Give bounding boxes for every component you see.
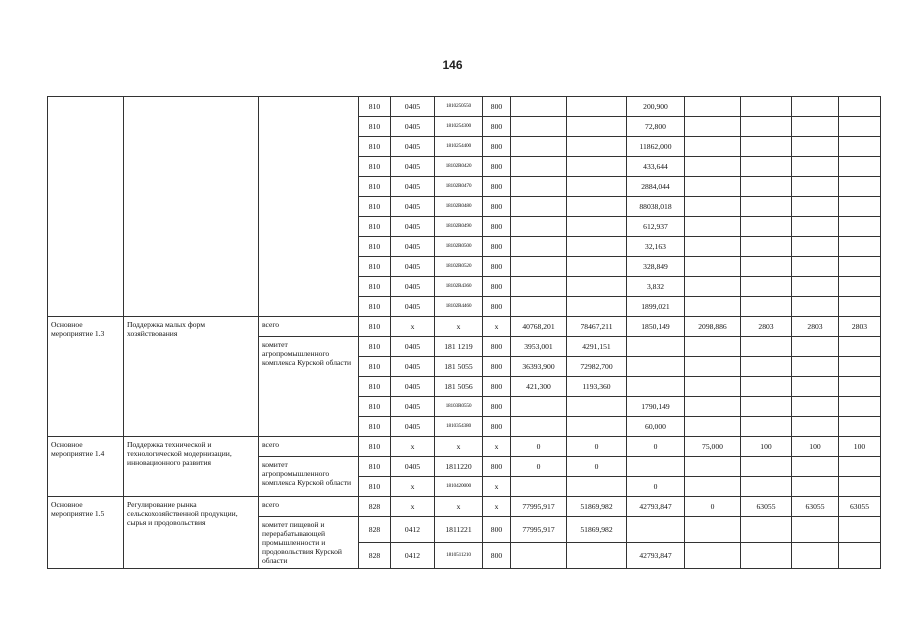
table-cell [792,477,839,497]
table-cell: 200,900 [627,97,685,117]
table-cell [685,197,741,217]
measure-label: Основное мероприятие 1.5 [48,497,124,569]
table-cell: 1850,149 [627,317,685,337]
table-cell [567,417,627,437]
table-cell [567,217,627,237]
table-cell: 0412 [391,517,435,543]
table-cell: x [435,497,483,517]
table-cell: 0 [627,477,685,497]
measure-name-cell [124,97,259,317]
table-cell: x [483,497,511,517]
table-cell: 0405 [391,397,435,417]
table-cell [511,297,567,317]
table-cell: 42793,847 [627,497,685,517]
measure-name: Поддержка малых форм хозяйствования [124,317,259,437]
table-cell: 800 [483,277,511,297]
executor-total: всего [259,437,359,457]
table-cell: 810 [359,317,391,337]
table-cell: 810 [359,177,391,197]
table-cell: 77995,917 [511,517,567,543]
table-cell: 810 [359,217,391,237]
table-cell [685,377,741,397]
table-cell [839,337,881,357]
table-cell [839,157,881,177]
table-cell [792,417,839,437]
table-cell: 810 [359,457,391,477]
table-cell: 810 [359,477,391,497]
table-cell: 63055 [741,497,792,517]
table-cell: 800 [483,117,511,137]
table-cell: 433,644 [627,157,685,177]
table-cell: 4291,151 [567,337,627,357]
table-cell: 828 [359,517,391,543]
table-cell: x [391,317,435,337]
table-cell: 810 [359,377,391,397]
table-cell: 2803 [839,317,881,337]
measure-name: Поддержка технической и технологической модернизации, инновационного развития [124,437,259,497]
table-cell: 421,300 [511,377,567,397]
executor-total: всего [259,317,359,337]
table-cell [741,337,792,357]
table-cell: 810 [359,157,391,177]
table-cell [741,417,792,437]
table-cell: 800 [483,97,511,117]
table-cell [792,137,839,157]
table-cell: 810 [359,237,391,257]
table-cell: x [391,497,435,517]
table-cell: 18102R0470 [435,177,483,197]
table-cell: 0 [685,497,741,517]
table-cell: 181 1219 [435,337,483,357]
table-cell [839,97,881,117]
table-cell [685,237,741,257]
table-cell: 0405 [391,97,435,117]
table-cell [792,277,839,297]
table-cell: 1811221 [435,517,483,543]
table-cell: 0405 [391,297,435,317]
table-cell [792,117,839,137]
table-cell [792,177,839,197]
table-cell: 72982,700 [567,357,627,377]
table-cell [741,97,792,117]
table-cell: x [391,477,435,497]
table-cell [685,297,741,317]
table-cell [839,277,881,297]
table-cell [685,277,741,297]
table-cell [685,257,741,277]
table-cell [685,517,741,543]
table-cell: 800 [483,237,511,257]
table-cell [839,137,881,157]
table-cell [511,277,567,297]
executor-cell [259,97,359,317]
table-cell: 810 [359,117,391,137]
table-cell: 18102R0500 [435,237,483,257]
table-cell: 32,163 [627,237,685,257]
table-cell [567,237,627,257]
table-cell [741,377,792,397]
executor-name: комитет пищевой и перерабатывающей промышленности и продовольствия Курской области [259,517,359,569]
table-cell [839,297,881,317]
table-cell: x [435,437,483,457]
table-cell [741,217,792,237]
table-cell: 800 [483,177,511,197]
table-cell [511,117,567,137]
table-cell [839,543,881,569]
table-cell [567,137,627,157]
table-cell: 18102R4360 [435,277,483,297]
table-row [48,317,881,337]
table-cell [839,117,881,137]
table-cell: 810 [359,357,391,377]
table-cell [685,397,741,417]
table-cell [839,217,881,237]
table-cell [792,357,839,377]
table-cell: 0405 [391,157,435,177]
table-cell [567,177,627,197]
table-cell [567,297,627,317]
table-cell [511,477,567,497]
table-cell: 1790,149 [627,397,685,417]
table-cell: 0 [511,437,567,457]
table-cell [627,377,685,397]
table-cell [792,157,839,177]
table-cell: 0405 [391,177,435,197]
table-cell: 18102R0480 [435,197,483,217]
table-cell [511,217,567,237]
table-cell: 810 [359,397,391,417]
table-cell: 800 [483,257,511,277]
table-cell: x [483,317,511,337]
table-cell: 810 [359,257,391,277]
table-cell [511,157,567,177]
table-cell: 18102R0520 [435,257,483,277]
table-cell: 800 [483,357,511,377]
table-cell [511,177,567,197]
table-row [48,97,881,117]
table-cell: 181 5055 [435,357,483,377]
measure-label: Основное мероприятие 1.4 [48,437,124,497]
table-cell: 63055 [792,497,839,517]
table-cell: 18102R0490 [435,217,483,237]
table-cell: 800 [483,417,511,437]
table-cell [741,137,792,157]
table-cell: 1810250550 [435,97,483,117]
table-cell: 0405 [391,137,435,157]
table-cell: 0412 [391,543,435,569]
table-cell: 800 [483,297,511,317]
table-cell: 3953,001 [511,337,567,357]
table-cell: 800 [483,137,511,157]
table-cell [741,517,792,543]
table-cell: 800 [483,157,511,177]
table-cell: 810 [359,297,391,317]
table-cell: 0405 [391,337,435,357]
executor-name: комитет агропромышленного комплекса Курской области [259,337,359,437]
table-cell [792,257,839,277]
table-cell [741,257,792,277]
table-cell: 810 [359,417,391,437]
table-cell [741,197,792,217]
table-cell [839,197,881,217]
table-cell: 0405 [391,277,435,297]
table-cell: 800 [483,377,511,397]
table-cell [567,197,627,217]
table-cell [792,337,839,357]
table-cell: x [483,437,511,457]
table-cell [792,237,839,257]
table-cell: 800 [483,517,511,543]
table-cell [567,257,627,277]
table-cell [567,277,627,297]
table-cell: 800 [483,337,511,357]
table-cell [792,297,839,317]
table-cell: 78467,211 [567,317,627,337]
table-cell [511,137,567,157]
table-cell [792,517,839,543]
table-cell [741,357,792,377]
page-number: 146 [442,58,463,72]
table-cell: 2803 [792,317,839,337]
measure-label: Основное мероприятие 1.3 [48,317,124,437]
table-cell [567,543,627,569]
table-cell: x [391,437,435,457]
table-cell: 0405 [391,217,435,237]
table-cell: 612,937 [627,217,685,237]
table-cell: 828 [359,497,391,517]
table-cell [567,117,627,137]
measure-label-cell [48,97,124,317]
table-cell: 3,832 [627,277,685,297]
table-cell [741,457,792,477]
table-cell: 72,800 [627,117,685,137]
table-cell: 100 [741,437,792,457]
table-cell: 2803 [741,317,792,337]
table-cell [839,457,881,477]
table-cell [741,397,792,417]
table-cell: 60,000 [627,417,685,437]
table-cell [685,117,741,137]
table-cell: 1810254300 [435,117,483,137]
table-cell: 800 [483,457,511,477]
table-cell: 1810420000 [435,477,483,497]
table-cell: 1810254400 [435,137,483,157]
table-cell: 2098,886 [685,317,741,337]
table-cell: 75,000 [685,437,741,457]
executor-total: всего [259,497,359,517]
table-cell [839,237,881,257]
table-cell [685,357,741,377]
table-cell [839,257,881,277]
table-cell: 0405 [391,417,435,437]
table-cell [839,377,881,397]
table-cell [685,177,741,197]
table-cell: 1193,360 [567,377,627,397]
table-cell [741,237,792,257]
table-cell [511,397,567,417]
table-cell: 18102R0420 [435,157,483,177]
table-cell [839,357,881,377]
table-cell [685,97,741,117]
table-cell [839,417,881,437]
table-cell [511,257,567,277]
table-cell [567,477,627,497]
table-cell [511,97,567,117]
table-cell [627,517,685,543]
table-cell [511,237,567,257]
table-cell: 2884,044 [627,177,685,197]
table-cell: 800 [483,397,511,417]
table-cell [567,157,627,177]
table-cell [567,397,627,417]
table-cell: 800 [483,217,511,237]
table-cell [792,457,839,477]
table-cell [792,217,839,237]
table-cell: 100 [839,437,881,457]
table-cell [627,457,685,477]
table-cell: 1899,021 [627,297,685,317]
table-cell [685,457,741,477]
table-cell: 0 [627,437,685,457]
table-cell: 11862,000 [627,137,685,157]
table-cell [839,397,881,417]
table-cell: 810 [359,277,391,297]
table-cell [839,517,881,543]
table-cell: 828 [359,543,391,569]
table-cell: 810 [359,197,391,217]
table-cell: 800 [483,197,511,217]
table-cell: 51869,982 [567,517,627,543]
table-cell: 0405 [391,197,435,217]
table-cell [741,277,792,297]
table-cell: 88038,018 [627,197,685,217]
table-cell [839,177,881,197]
table-cell: 0405 [391,257,435,277]
table-cell [741,117,792,137]
table-cell [511,417,567,437]
table-cell [627,337,685,357]
table-cell [685,417,741,437]
table-cell [627,357,685,377]
table-cell: 0 [567,437,627,457]
table-cell: 100 [792,437,839,457]
table-cell [792,377,839,397]
table-cell [792,543,839,569]
table-cell: 810 [359,97,391,117]
table-cell: 328,849 [627,257,685,277]
table-cell: 36393,900 [511,357,567,377]
table-cell: 0405 [391,357,435,377]
table-cell [792,397,839,417]
table-cell [685,477,741,497]
table-cell: 0405 [391,377,435,397]
table-cell [741,157,792,177]
table-cell [511,543,567,569]
table-cell: 810 [359,337,391,357]
table-cell: 1811220 [435,457,483,477]
table-row [48,497,881,517]
table-cell: 810 [359,137,391,157]
table-cell: 0405 [391,457,435,477]
table-cell [741,297,792,317]
table-cell: 42793,847 [627,543,685,569]
table-cell: 1810354380 [435,417,483,437]
table-cell: 0405 [391,117,435,137]
executor-name: комитет агропромышленного комплекса Курской области [259,457,359,497]
table-cell: 0405 [391,237,435,257]
table-cell [685,157,741,177]
budget-table [47,96,881,569]
table-cell [685,137,741,157]
table-row [48,437,881,457]
table-cell: 18103R0550 [435,397,483,417]
table-cell: 63055 [839,497,881,517]
table-cell: 51869,982 [567,497,627,517]
table-cell [792,197,839,217]
table-cell [741,477,792,497]
table-cell: 0 [567,457,627,477]
table-cell: 800 [483,543,511,569]
table-cell: 40768,201 [511,317,567,337]
table-cell: 77995,917 [511,497,567,517]
table-cell [839,477,881,497]
table-cell: x [483,477,511,497]
table-cell [685,543,741,569]
table-cell [685,337,741,357]
table-cell [567,97,627,117]
table-cell [741,543,792,569]
table-cell [741,177,792,197]
table-cell: 0 [511,457,567,477]
table-cell: 1810511210 [435,543,483,569]
table-cell [511,197,567,217]
measure-name: Регулирование рынка сельскохозяйственной продукции, сырья и продовольствия [124,497,259,569]
table-cell [685,217,741,237]
table-cell [792,97,839,117]
table-cell: 810 [359,437,391,457]
table-cell: x [435,317,483,337]
table-cell: 18102R4460 [435,297,483,317]
table-cell: 181 5056 [435,377,483,397]
